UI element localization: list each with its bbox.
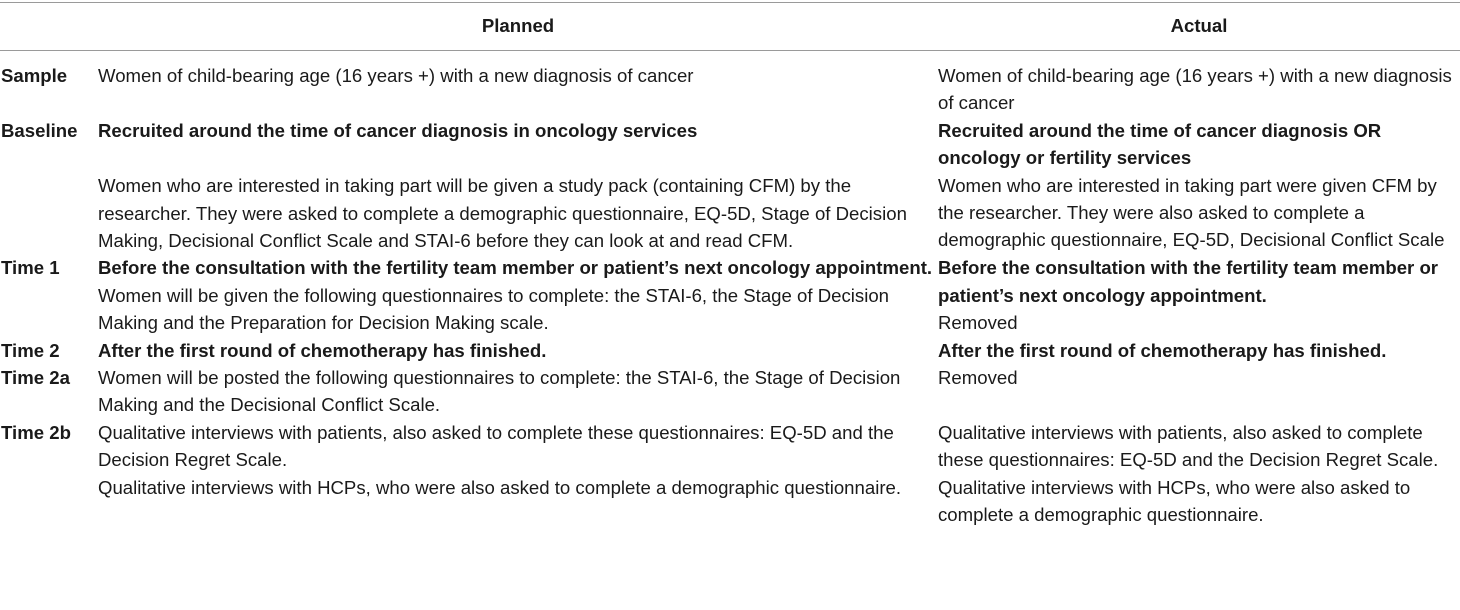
time1-actual-text: Removed bbox=[938, 312, 1018, 334]
header-planned: Planned bbox=[481, 15, 555, 36]
cell-planned-time1 bbox=[98, 254, 938, 336]
baseline-actual-heading: Recruited around the time of cancer diagnosis OR oncology or fertility services bbox=[938, 119, 1382, 169]
table-row-sample bbox=[0, 62, 1460, 117]
cell-actual-time2: After the first round of chemotherapy has finished. bbox=[938, 339, 1387, 361]
time2b-planned-hcps: Qualitative interviews with HCPs, who were also asked to complete a demographic questionnaire. bbox=[98, 476, 902, 498]
table-row-time2 bbox=[0, 337, 1460, 364]
cell-planned-time2: After the first round of chemotherapy has finished. bbox=[98, 339, 547, 361]
time2b-actual-patients: Qualitative interviews with patients, also asked to complete these questionnaires: EQ-5D and the Decision Regret Scale. bbox=[938, 421, 1439, 471]
table-row-time1 bbox=[0, 254, 1460, 336]
cell-planned-sample: Women of child-bearing age (16 years +) with a new diagnosis of cancer bbox=[98, 65, 694, 86]
time2b-planned-patients: Qualitative interviews with patients, also asked to complete these questionnaires: EQ-5D and the Decision Regret Scale. bbox=[98, 421, 894, 471]
top-rule bbox=[0, 2, 1460, 3]
table-row-time2a bbox=[0, 364, 1460, 419]
header-rule bbox=[0, 50, 1460, 51]
baseline-planned-heading: Recruited around the time of cancer diagnosis in oncology services bbox=[98, 119, 698, 141]
header-actual: Actual bbox=[1170, 15, 1228, 36]
cell-actual-sample: Women of child-bearing age (16 years +) with a new diagnosis of cancer bbox=[938, 65, 1452, 114]
table-body bbox=[0, 62, 1460, 529]
row-label-time1: Time 1 bbox=[1, 257, 60, 279]
time1-planned-text: Women will be given the following questionnaires to complete: the STAI-6, the Stage of Decision Making and the Preparation for Decision Making scale. bbox=[98, 284, 890, 334]
table-row-time2b bbox=[0, 419, 1460, 529]
row-label-baseline: Baseline bbox=[1, 119, 78, 141]
table-row-baseline bbox=[0, 117, 1460, 255]
cell-planned-time2b bbox=[98, 419, 938, 529]
baseline-actual-text: Women who are interested in taking part were given CFM by the researcher. They were also asked to complete a demographic questionnaire, EQ-5D, Decisional Conflict Scale bbox=[938, 174, 1445, 251]
cell-planned-time2a: Women will be posted the following questionnaires to complete: the STAI-6, the Stage of Decision Making and the Decisional Conflict Scale. bbox=[98, 367, 901, 416]
cell-planned-baseline bbox=[98, 117, 938, 255]
cell-actual-time2b bbox=[938, 419, 1460, 529]
time1-planned-heading: Before the consultation with the fertility team member or patient’s next oncology appointment. bbox=[98, 257, 933, 279]
baseline-planned-text: Women who are interested in taking part will be given a study pack (containing CFM) by the researcher. They were asked to complete a demographic questionnaire, EQ-5D, Stage of Decision Making, Decisional Conflict Scale and STAI-6 before they can look at and read CFM. bbox=[98, 175, 907, 252]
row-label-sample: Sample bbox=[1, 65, 68, 86]
time2b-actual-hcps: Qualitative interviews with HCPs, who were also asked to complete a demographic questionnaire. bbox=[938, 476, 1411, 526]
time1-actual-heading: Before the consultation with the fertility team member or patient’s next oncology appointment. bbox=[938, 257, 1439, 306]
cell-actual-time1 bbox=[938, 254, 1460, 336]
cell-actual-baseline bbox=[938, 117, 1460, 255]
row-label-time2a: Time 2a bbox=[1, 367, 70, 389]
row-label-time2b: Time 2b bbox=[1, 421, 71, 443]
row-label-time2: Time 2 bbox=[1, 339, 60, 361]
cell-actual-time2a: Removed bbox=[938, 367, 1018, 389]
